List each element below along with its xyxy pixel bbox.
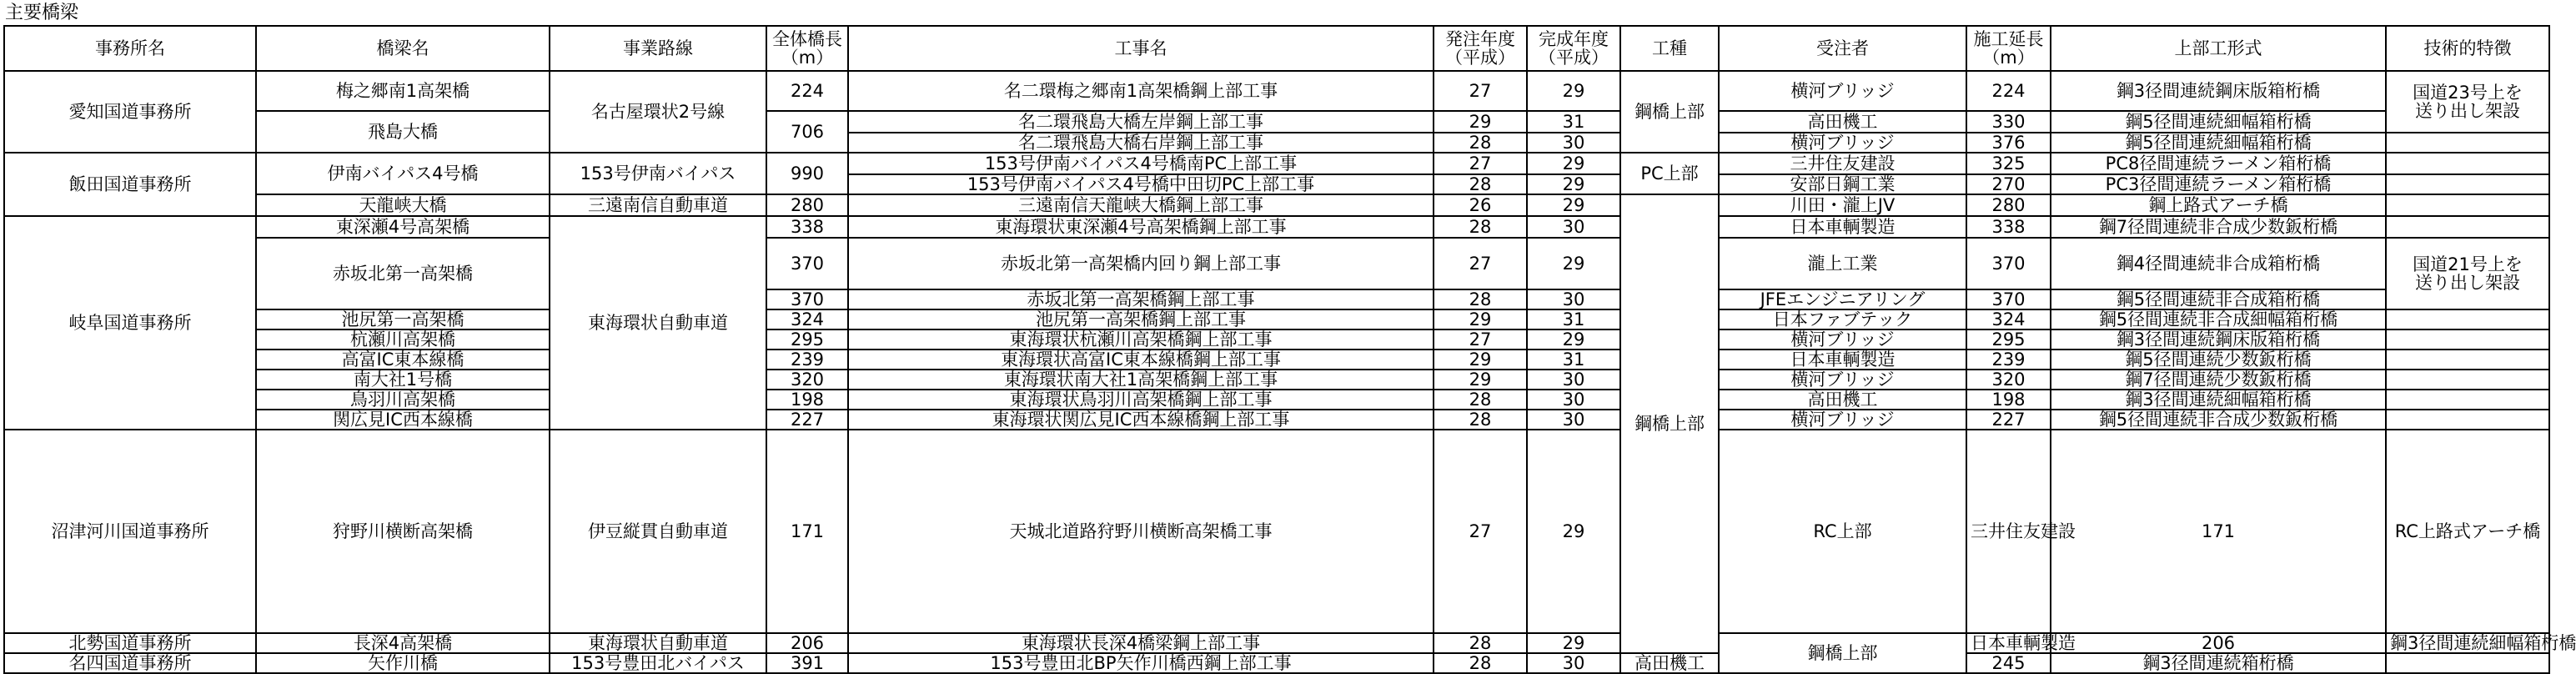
form-cell: 鋼上路式アーチ橋 bbox=[2051, 194, 2386, 216]
header-length-unit: （m） bbox=[781, 48, 834, 68]
contractor-cell: 川田・瀧上JV bbox=[1719, 194, 1966, 216]
order-year-cell: 27 bbox=[1434, 329, 1527, 350]
contractor-cell: 横河ブリッジ bbox=[1719, 71, 1966, 111]
extension-cell: 239 bbox=[1966, 350, 2051, 370]
bridge-cell: 高富IC東本線橋 bbox=[256, 350, 550, 370]
contractor-cell: 横河ブリッジ bbox=[1719, 329, 1966, 350]
header-done-year bbox=[1527, 26, 1620, 71]
done-year-cell: 30 bbox=[1527, 133, 1620, 153]
contractor-cell: 日本車輌製造 bbox=[1719, 350, 1966, 370]
done-year-cell: 31 bbox=[1527, 350, 1620, 370]
contractor-cell: 横河ブリッジ bbox=[1719, 133, 1966, 153]
contractor-cell: 横河ブリッジ bbox=[1719, 410, 1966, 430]
contractor-cell: 三井住友建設 bbox=[1719, 153, 1966, 174]
type-cell: 鋼橋上部 bbox=[1620, 194, 1719, 653]
form-cell: PC3径間連続ラーメン箱桁橋 bbox=[2051, 174, 2386, 194]
tech-cell bbox=[2386, 153, 2549, 174]
form-cell: 鋼5径間連続少数鈑桁橋 bbox=[2051, 350, 2386, 370]
contractor-cell: 日本車輌製造 bbox=[1966, 633, 2051, 653]
length-cell: 295 bbox=[766, 329, 848, 350]
table-row bbox=[4, 71, 2549, 111]
table-row bbox=[4, 633, 2549, 653]
bridge-cell: 鳥羽川高架橋 bbox=[256, 390, 550, 410]
bridge-cell: 伊南バイパス4号橋 bbox=[256, 153, 550, 194]
length-cell: 206 bbox=[766, 633, 848, 653]
bridge-cell: 長深4高架橋 bbox=[256, 633, 550, 653]
extension-cell: 370 bbox=[1966, 289, 2051, 309]
done-year-cell: 29 bbox=[1527, 430, 1620, 633]
office-cell: 北勢国道事務所 bbox=[4, 633, 256, 653]
header-ext-unit: （m） bbox=[1982, 48, 2035, 68]
sheet-title: 主要橋梁 bbox=[5, 3, 79, 23]
done-year-cell: 30 bbox=[1527, 370, 1620, 390]
extension-cell: 280 bbox=[1966, 194, 2051, 216]
done-year-cell: 29 bbox=[1527, 194, 1620, 216]
length-cell: 706 bbox=[766, 111, 848, 153]
type-cell: 鋼橋上部 bbox=[1719, 633, 1966, 673]
type-cell: 鋼橋上部 bbox=[1620, 71, 1719, 153]
order-year-cell: 28 bbox=[1434, 410, 1527, 430]
done-year-cell: 31 bbox=[1527, 309, 1620, 329]
header-length-label: 全体橋長 bbox=[772, 29, 842, 49]
table-row bbox=[4, 238, 2549, 289]
order-year-cell: 28 bbox=[1434, 289, 1527, 309]
tech-cell bbox=[2386, 133, 2549, 153]
length-cell: 198 bbox=[766, 390, 848, 410]
length-cell: 227 bbox=[766, 410, 848, 430]
header-length bbox=[766, 26, 848, 71]
table-row bbox=[4, 370, 2549, 390]
header-form: 上部工形式 bbox=[2051, 26, 2386, 71]
work-cell: 名二環飛島大橋右岸鋼上部工事 bbox=[848, 133, 1434, 153]
extension-cell: 325 bbox=[1966, 153, 2051, 174]
extension-cell: 338 bbox=[1966, 216, 2051, 238]
order-year-cell: 28 bbox=[1434, 216, 1527, 238]
route-cell: 三遠南信自動車道 bbox=[550, 194, 766, 216]
done-year-cell: 29 bbox=[1527, 329, 1620, 350]
work-cell: 東海環状南大社1高架橋鋼上部工事 bbox=[848, 370, 1434, 390]
header-work: 工事名 bbox=[848, 26, 1434, 71]
tech-cell bbox=[2386, 71, 2549, 133]
length-cell: 338 bbox=[766, 216, 848, 238]
done-year-cell: 29 bbox=[1527, 633, 1620, 653]
order-year-cell: 26 bbox=[1434, 194, 1527, 216]
header-order-unit: （平成） bbox=[1445, 48, 1515, 68]
type-cell: PC上部 bbox=[1620, 153, 1719, 194]
table-row bbox=[4, 390, 2549, 410]
bridge-cell: 狩野川横断高架橋 bbox=[256, 430, 550, 633]
work-cell: 東海環状高富IC東本線橋鋼上部工事 bbox=[848, 350, 1434, 370]
order-year-cell: 29 bbox=[1434, 350, 1527, 370]
bridge-cell: 梅之郷南1高架橋 bbox=[256, 71, 550, 111]
contractor-cell: 日本車輌製造 bbox=[1719, 216, 1966, 238]
done-year-cell: 30 bbox=[1527, 410, 1620, 430]
work-cell: 三遠南信天龍峡大橋鋼上部工事 bbox=[848, 194, 1434, 216]
header-order-label: 発注年度 bbox=[1445, 29, 1515, 49]
table-row bbox=[4, 153, 2549, 174]
tech-cell bbox=[2386, 410, 2549, 430]
done-year-cell: 29 bbox=[1527, 71, 1620, 111]
bridge-cell: 東深瀬4号高架橋 bbox=[256, 216, 550, 238]
extension-cell: 206 bbox=[2051, 633, 2386, 653]
length-cell: 320 bbox=[766, 370, 848, 390]
contractor-cell: 横河ブリッジ bbox=[1719, 370, 1966, 390]
header-route: 事業路線 bbox=[550, 26, 766, 71]
form-cell: 鋼3径間連続細幅箱桁橋 bbox=[2051, 390, 2386, 410]
form-cell: PC8径間連続ラーメン箱桁橋 bbox=[2051, 153, 2386, 174]
header-type: 工種 bbox=[1620, 26, 1719, 71]
form-cell: 鋼5径間連続非合成箱桁橋 bbox=[2051, 289, 2386, 309]
work-cell: 赤坂北第一高架橋鋼上部工事 bbox=[848, 289, 1434, 309]
office-cell: 名四国道事務所 bbox=[4, 653, 256, 673]
order-year-cell: 28 bbox=[1434, 653, 1527, 673]
extension-cell: 330 bbox=[1966, 111, 2051, 133]
header-tech: 技術的特徴 bbox=[2386, 26, 2549, 71]
work-cell: 池尻第一高架橋鋼上部工事 bbox=[848, 309, 1434, 329]
length-cell: 324 bbox=[766, 309, 848, 329]
length-cell: 370 bbox=[766, 238, 848, 289]
length-cell: 239 bbox=[766, 350, 848, 370]
table-row bbox=[4, 111, 2549, 133]
work-cell: 153号伊南バイパス4号橋南PC上部工事 bbox=[848, 153, 1434, 174]
contractor-cell: 日本ファブテック bbox=[1719, 309, 1966, 329]
bridge-cell: 南大社1号橋 bbox=[256, 370, 550, 390]
form-cell: 鋼5径間連続非合成少数鈑桁橋 bbox=[2051, 410, 2386, 430]
route-cell: 153号豊田北バイパス bbox=[550, 653, 766, 673]
table-row bbox=[4, 430, 2549, 633]
table-row bbox=[4, 329, 2549, 350]
form-cell: 鋼5径間連続細幅箱桁橋 bbox=[2051, 133, 2386, 153]
work-cell: 名二環飛島大橋左岸鋼上部工事 bbox=[848, 111, 1434, 133]
order-year-cell: 27 bbox=[1434, 238, 1527, 289]
extension-cell: 224 bbox=[1966, 71, 2051, 111]
work-cell: 東海環状長深4橋梁鋼上部工事 bbox=[848, 633, 1434, 653]
extension-cell: 320 bbox=[1966, 370, 2051, 390]
table-row bbox=[4, 194, 2549, 216]
tech-cell bbox=[2386, 653, 2549, 673]
route-cell: 東海環状自動車道 bbox=[550, 633, 766, 653]
form-cell: 鋼5径間連続細幅箱桁橋 bbox=[2051, 111, 2386, 133]
office-cell: 沼津河川国道事務所 bbox=[4, 430, 256, 633]
tech-line: 送り出し架設 bbox=[2415, 273, 2520, 293]
bridge-cell: 赤坂北第一高架橋 bbox=[256, 238, 550, 309]
order-year-cell: 28 bbox=[1434, 633, 1527, 653]
tech-cell bbox=[2386, 329, 2549, 350]
extension-cell: 270 bbox=[1966, 174, 2051, 194]
bridge-cell: 飛島大橋 bbox=[256, 111, 550, 153]
contractor-cell: 瀧上工業 bbox=[1719, 238, 1966, 289]
extension-cell: 227 bbox=[1966, 410, 2051, 430]
tech-line: 国道21号上を bbox=[2413, 254, 2523, 274]
done-year-cell: 29 bbox=[1527, 153, 1620, 174]
tech-cell bbox=[2386, 174, 2549, 194]
contractor-cell: 安部日鋼工業 bbox=[1719, 174, 1966, 194]
form-cell: 鋼5径間連続非合成細幅箱桁橋 bbox=[2051, 309, 2386, 329]
work-cell: 153号豊田北BP矢作川橋西鋼上部工事 bbox=[848, 653, 1434, 673]
office-cell: 愛知国道事務所 bbox=[4, 71, 256, 153]
extension-cell: 376 bbox=[1966, 133, 2051, 153]
tech-cell bbox=[2386, 216, 2549, 238]
contractor-cell: JFEエンジニアリング bbox=[1719, 289, 1966, 309]
work-cell: 赤坂北第一高架橋内回り鋼上部工事 bbox=[848, 238, 1434, 289]
table-row bbox=[4, 216, 2549, 238]
done-year-cell: 29 bbox=[1527, 174, 1620, 194]
header-done-unit: （平成） bbox=[1539, 48, 1609, 68]
tech-cell bbox=[2386, 194, 2549, 216]
office-cell: 飯田国道事務所 bbox=[4, 153, 256, 216]
extension-cell: 295 bbox=[1966, 329, 2051, 350]
table-row bbox=[4, 653, 2549, 673]
route-cell: 153号伊南バイパス bbox=[550, 153, 766, 194]
done-year-cell: 30 bbox=[1527, 289, 1620, 309]
table-row bbox=[4, 410, 2549, 430]
order-year-cell: 27 bbox=[1434, 153, 1527, 174]
header-done-label: 完成年度 bbox=[1539, 29, 1609, 49]
length-cell: 224 bbox=[766, 71, 848, 111]
bridge-cell: 天龍峡大橋 bbox=[256, 194, 550, 216]
tech-line: 送り出し架設 bbox=[2415, 101, 2520, 121]
bridge-cell: 関広見IC西本線橋 bbox=[256, 410, 550, 430]
extension-cell: 198 bbox=[1966, 390, 2051, 410]
tech-cell bbox=[2386, 350, 2549, 370]
table-row bbox=[4, 350, 2549, 370]
done-year-cell: 31 bbox=[1527, 111, 1620, 133]
tech-cell bbox=[2386, 238, 2549, 309]
work-cell: 東海環状東深瀬4号高架橋鋼上部工事 bbox=[848, 216, 1434, 238]
form-cell: RC上路式アーチ橋 bbox=[2386, 430, 2549, 633]
contractor-cell: 三井住友建設 bbox=[1966, 430, 2051, 633]
header-ext-label: 施工延長 bbox=[1973, 29, 2044, 49]
length-cell: 990 bbox=[766, 153, 848, 194]
order-year-cell: 28 bbox=[1434, 174, 1527, 194]
tech-cell bbox=[2386, 370, 2549, 390]
work-cell: 東海環状関広見IC西本線橋鋼上部工事 bbox=[848, 410, 1434, 430]
tech-cell bbox=[2386, 390, 2549, 410]
bridge-cell: 矢作川橋 bbox=[256, 653, 550, 673]
done-year-cell: 29 bbox=[1527, 238, 1620, 289]
type-cell: RC上部 bbox=[1719, 430, 1966, 633]
length-cell: 171 bbox=[766, 430, 848, 633]
header-extension bbox=[1966, 26, 2051, 71]
route-cell: 東海環状自動車道 bbox=[550, 216, 766, 430]
order-year-cell: 28 bbox=[1434, 133, 1527, 153]
done-year-cell: 30 bbox=[1527, 653, 1620, 673]
header-contractor: 受注者 bbox=[1719, 26, 1966, 71]
header-office: 事務所名 bbox=[4, 26, 256, 71]
form-cell: 鋼3径間連続鋼床版箱桁橋 bbox=[2051, 329, 2386, 350]
work-cell: 153号伊南バイパス4号橋中田切PC上部工事 bbox=[848, 174, 1434, 194]
route-cell: 伊豆縦貫自動車道 bbox=[550, 430, 766, 633]
work-cell: 天城北道路狩野川横断高架橋工事 bbox=[848, 430, 1434, 633]
work-cell: 東海環状杭瀬川高架橋鋼上部工事 bbox=[848, 329, 1434, 350]
table-row bbox=[4, 309, 2549, 329]
done-year-cell: 30 bbox=[1527, 390, 1620, 410]
bridge-table bbox=[3, 25, 2576, 674]
done-year-cell: 30 bbox=[1527, 216, 1620, 238]
order-year-cell: 28 bbox=[1434, 390, 1527, 410]
form-cell: 鋼7径間連続少数鈑桁橋 bbox=[2051, 370, 2386, 390]
header-bridge: 橋梁名 bbox=[256, 26, 550, 71]
bridge-cell: 杭瀬川高架橋 bbox=[256, 329, 550, 350]
work-cell: 東海環状鳥羽川高架橋鋼上部工事 bbox=[848, 390, 1434, 410]
length-cell: 280 bbox=[766, 194, 848, 216]
extension-cell: 171 bbox=[2051, 430, 2386, 633]
form-cell: 鋼7径間連続非合成少数鈑桁橋 bbox=[2051, 216, 2386, 238]
length-cell: 391 bbox=[766, 653, 848, 673]
header-order-year bbox=[1434, 26, 1527, 71]
order-year-cell: 27 bbox=[1434, 430, 1527, 633]
bridge-cell: 池尻第一高架橋 bbox=[256, 309, 550, 329]
length-cell: 370 bbox=[766, 289, 848, 309]
extension-cell: 370 bbox=[1966, 238, 2051, 289]
order-year-cell: 29 bbox=[1434, 111, 1527, 133]
form-cell: 鋼3径間連続箱桁橋 bbox=[2051, 653, 2386, 673]
route-cell: 名古屋環状2号線 bbox=[550, 71, 766, 153]
work-cell: 名二環梅之郷南1高架橋鋼上部工事 bbox=[848, 71, 1434, 111]
form-cell: 鋼4径間連続非合成箱桁橋 bbox=[2051, 238, 2386, 289]
order-year-cell: 29 bbox=[1434, 309, 1527, 329]
tech-line: 国道23号上を bbox=[2413, 83, 2523, 103]
contractor-cell: 高田機工 bbox=[1719, 390, 1966, 410]
order-year-cell: 27 bbox=[1434, 71, 1527, 111]
contractor-cell: 高田機工 bbox=[1719, 111, 1966, 133]
tech-cell bbox=[2386, 309, 2549, 329]
contractor-cell: 高田機工 bbox=[1620, 653, 1719, 673]
order-year-cell: 29 bbox=[1434, 370, 1527, 390]
extension-cell: 324 bbox=[1966, 309, 2051, 329]
header-row bbox=[4, 26, 2549, 71]
form-cell: 鋼3径間連続細幅箱桁橋 bbox=[2386, 633, 2549, 653]
form-cell: 鋼3径間連続鋼床版箱桁橋 bbox=[2051, 71, 2386, 111]
extension-cell: 245 bbox=[1966, 653, 2051, 673]
office-cell: 岐阜国道事務所 bbox=[4, 216, 256, 430]
